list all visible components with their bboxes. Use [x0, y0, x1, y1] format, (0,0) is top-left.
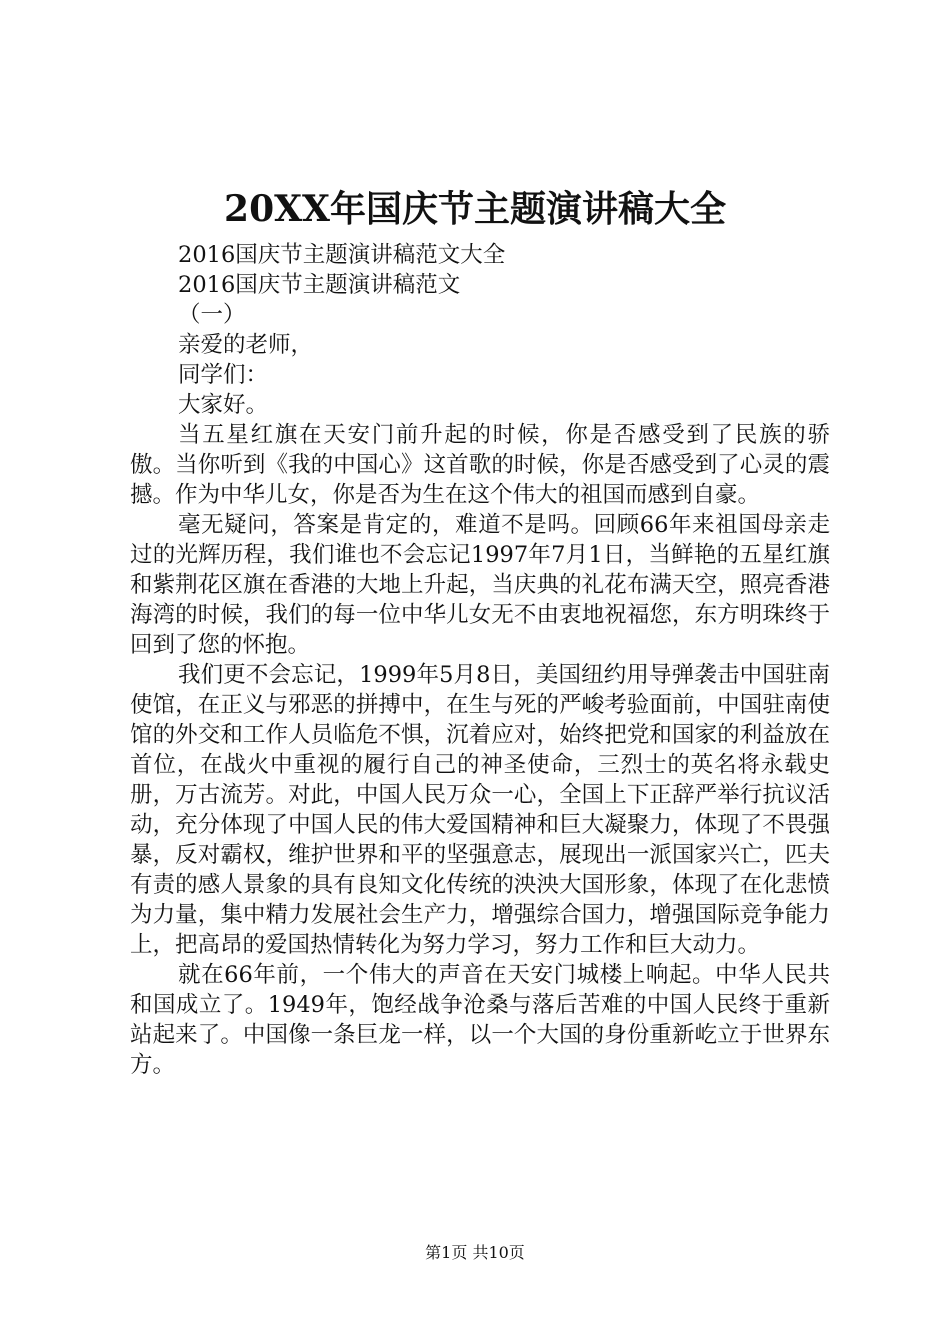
body-paragraph: 我们更不会忘记，1999年5月8日，美国纽约用导弹袭击中国驻南使馆，在正义与邪恶的拼搏中，在生与死的严峻考验面前，中国驻南使馆的外交和工作人员临危不惧，沉着应对，始终把党和国家的利益放在首位，在战火中重视的履行自己的神圣使命，三烈士的英名将永载史册，万古流芳。对此，中国人民万众一心，全国上下正辞严举行抗议活动，充分体现了中国人民的伟大爱国精神和巨大凝聚力，体现了不畏强暴，反对霸权，维护世界和平的坚强意志，展现出一派国家兴亡，匹夫有责的感人景象的具有良知文化传统的泱泱大国形象，体现了在化悲愤为力量，集中精力发展社会生产力，增强综合国力，增强国际竞争能力上，把高昂的爱国热情转化为努力学习，努力工作和巨大动力。 [130, 662, 830, 958]
body-paragraph: 当五星红旗在天安门前升起的时候，你是否感受到了民族的骄傲。当你听到《我的中国心》这首歌的时候，你是否感受到了心灵的震撼。作为中华儿女，你是否为生在这个伟大的祖国而感到自豪。 [130, 422, 830, 508]
salutation-line: 亲爱的老师， [178, 332, 314, 358]
document-title: 20XX年国庆节主题演讲稿大全 [224, 188, 726, 230]
subtitle-line: 2016国庆节主题演讲稿范文 [178, 272, 461, 298]
greeting-line: 大家好。 [178, 392, 269, 418]
salutation-line: 同学们： [178, 362, 269, 388]
body-paragraph: 就在66年前，一个伟大的声音在天安门城楼上响起。中华人民共和国成立了。1949年，饱经战争沧桑与落后苦难的中国人民终于重新站起来了。中国像一条巨龙一样，以一个大国的身份重新屹立于世界东方。 [130, 962, 830, 1078]
section-number: （一） [178, 302, 246, 328]
document-body [130, 240, 830, 1080]
subtitle-line: 2016国庆节主题演讲稿范文大全 [178, 242, 506, 268]
page-footer: 第1页 共10页 [425, 1243, 525, 1262]
body-paragraph: 毫无疑问，答案是肯定的，难道不是吗。回顾66年来祖国母亲走过的光辉历程，我们谁也不会忘记1997年7月1日，当鲜艳的五星红旗和紫荆花区旗在香港的大地上升起，当庆典的礼花布满天空，照亮香港海湾的时候，我们的每一位中华儿女无不由衷地祝福您，东方明珠终于回到了您的怀抱。 [130, 512, 830, 658]
